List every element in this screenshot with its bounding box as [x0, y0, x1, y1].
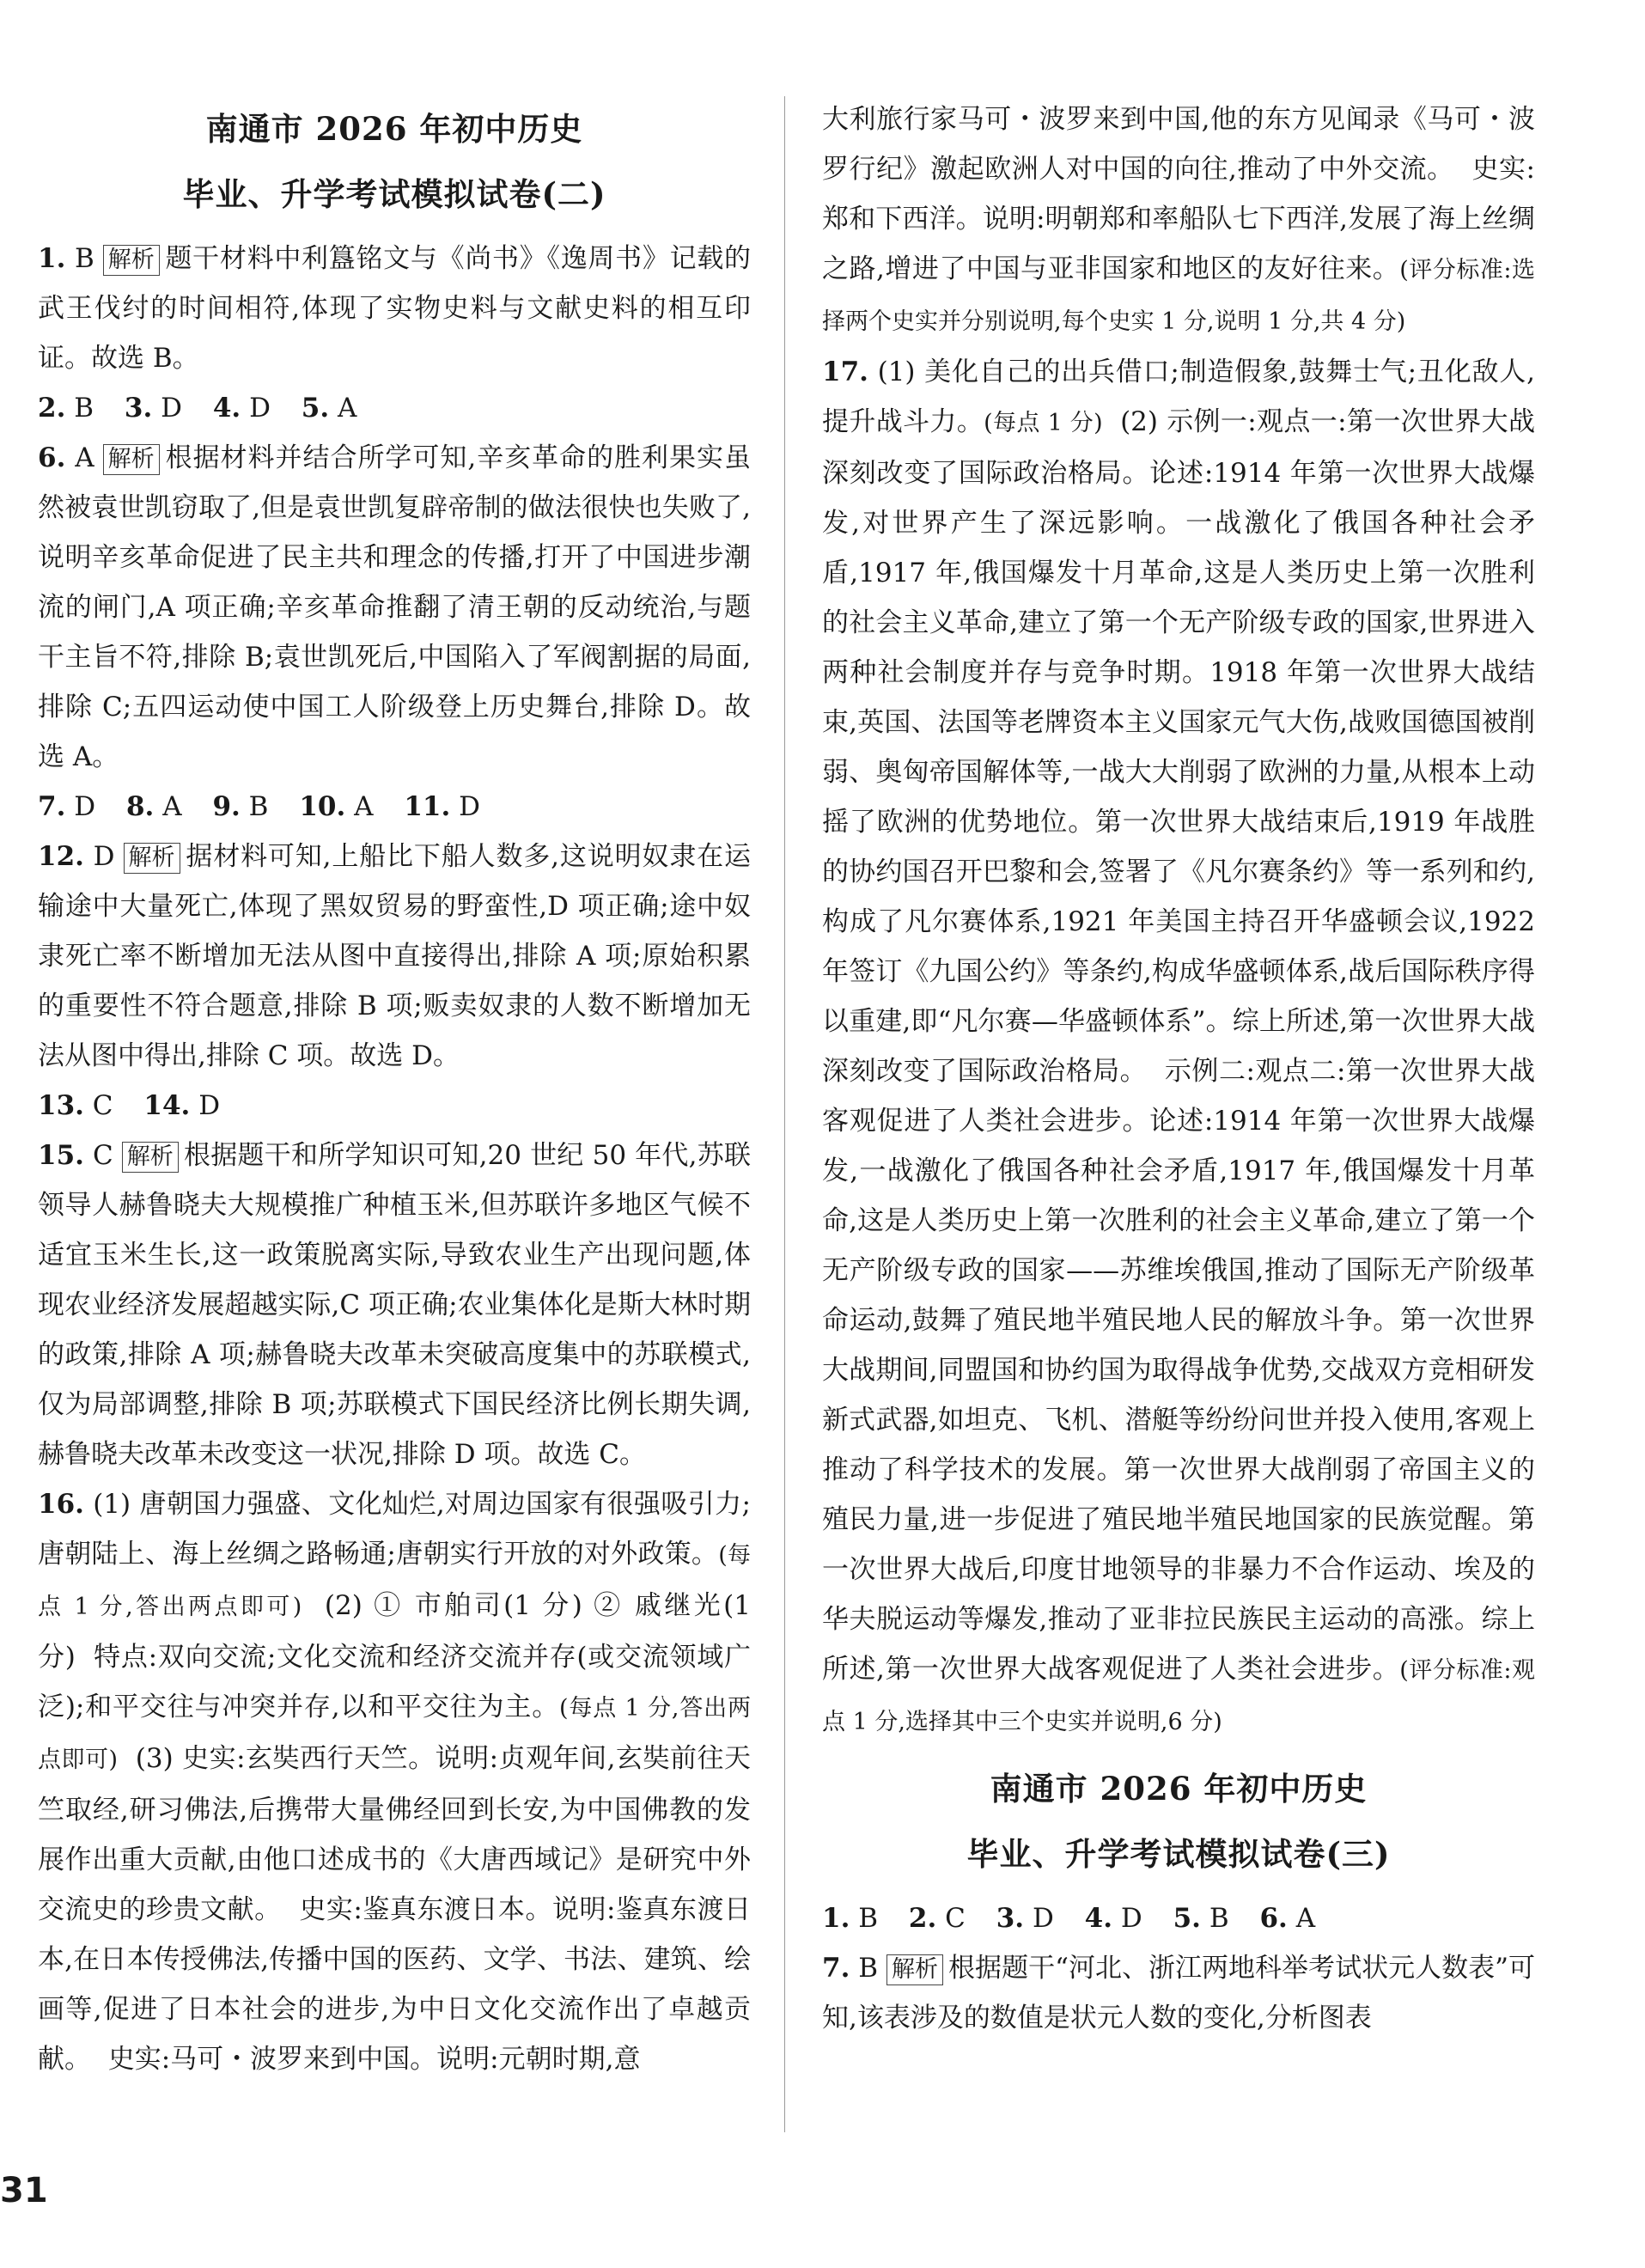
- question-number: 6.: [1259, 1903, 1288, 1934]
- analysis-tag: 解析: [124, 843, 180, 874]
- question-number: 11.: [404, 791, 451, 822]
- answer-text: 特点:双向交流;文化交流和经济交流并存(或交流领域广泛);和平交往与冲突并存,以和平交往为主。: [38, 1642, 751, 1722]
- answer-letter: B: [858, 1953, 879, 1984]
- question-number: 4.: [212, 393, 241, 424]
- exam-title-line2: 毕业、升学考试模拟试卷(三): [966, 1835, 1391, 1873]
- answer-letter: A: [75, 442, 94, 473]
- question-number: 3.: [996, 1903, 1025, 1934]
- question-number: 1.: [822, 1903, 850, 1934]
- answer-letter: B: [248, 791, 269, 822]
- answer-text: 史实:郑和下西洋。说明:明朝郑和率船队七下西洋,发展了海上丝绸之路,增进了中国与亚非国家和地区的友好往来。: [822, 154, 1535, 284]
- analysis-tag: 解析: [103, 245, 160, 276]
- answer-letter: A: [162, 791, 182, 822]
- answer-letter: D: [93, 841, 115, 872]
- scoring-note: (每点 1 分,答出两点即可): [38, 1542, 751, 1620]
- answer-letter: D: [161, 393, 182, 424]
- question-number: 13.: [38, 1090, 84, 1121]
- answer-letter: C: [93, 1140, 113, 1171]
- answer-item: [822, 1893, 1535, 1943]
- answer-letter: A: [1295, 1903, 1316, 1934]
- question-number: 8.: [125, 791, 155, 822]
- answer-item: [38, 782, 751, 832]
- scoring-note: (每点 1 分,答出两点即可): [38, 1695, 751, 1773]
- answer-item: [38, 1479, 751, 2084]
- answer-text: 史实:马可・波罗来到中国。说明:元朝时期,意: [107, 2044, 641, 2075]
- answer-text: 史实:鉴真东渡日本。说明:鉴真东渡日本,在日本传授佛法,传播中国的医药、文学、书法、建筑、绘画等,促进了日本社会的进步,为中日文化交流作出了卓越贡献。: [38, 1894, 751, 2075]
- answer-text: 大利旅行家马可・波罗来到中国,他的东方见闻录《马可・波罗行纪》激起欧洲人对中国的向往,推动了中外交流。: [822, 104, 1535, 185]
- question-number: 15.: [38, 1140, 84, 1171]
- answer-letter: D: [1120, 1903, 1142, 1934]
- analysis-text: 根据材料并结合所学可知,辛亥革命的胜利果实虽然被袁世凯窃取了,但是袁世凯复辟帝制的做法很快也失败了,说明辛亥革命促进了民主共和理念的传播,打开了中国进步潮流的闸门,A 项正确;辛亥革命推翻了清王朝的反动统治,与题干主旨不符,排除 B;袁世凯死后,中国陷入了军阀割据的局面,排除 C;五四运动使中国工人阶级登上历史舞台,排除 D。故选 A。: [38, 442, 751, 772]
- exam-title-line1: 南通市 2026 年初中历史: [205, 110, 583, 148]
- question-number: 9.: [212, 791, 241, 822]
- answer-letter: D: [74, 791, 96, 822]
- scoring-note: (评分标准:观点 1 分,选择其中三个史实并说明,6 分): [822, 1657, 1535, 1735]
- exam-title-line1: 南通市 2026 年初中历史: [990, 1770, 1368, 1808]
- question-number: 7.: [822, 1953, 850, 1984]
- analysis-text: 根据题干和所学知识可知,20 世纪 50 年代,苏联领导人赫鲁晓夫大规模推广种植玉米,但苏联许多地区气候不适宜玉米生长,这一政策脱离实际,导致农业生产出现问题,体现农业经济发展超越实际,C 项正确;农业集体化是斯大林时期的政策,排除 A 项;赫鲁晓夫改革未突破高度集中的苏联模式,仅为局部调整,排除 B 项;苏联模式下国民经济比例长期失调,赫鲁晓夫改革未改变这一状况,排除 D 项。故选 C。: [38, 1140, 751, 1470]
- question-number: 14.: [143, 1090, 191, 1121]
- question-number: 2.: [908, 1903, 937, 1934]
- analysis-text: 根据题干“河北、浙江两地科举考试状元人数表”可知,该表涉及的数值是状元人数的变化,分析图表: [822, 1953, 1535, 2033]
- answer-item: [38, 1131, 751, 1479]
- answer-item: [38, 832, 751, 1081]
- analysis-text: 据材料可知,上船比下船人数多,这说明奴隶在运输途中大量死亡,体现了黑奴贸易的野蛮性,D 项正确;途中奴隶死亡率不断增加无法从图中直接得出,排除 A 项;原始积累的重要性不符合题意,排除 B 项;贩卖奴隶的人数不断增加无法从图中得出,排除 C 项。故选 D。: [38, 841, 751, 1071]
- answer-item: [38, 1081, 751, 1131]
- question-number: 5.: [1173, 1903, 1201, 1934]
- answer-item: [822, 94, 1535, 347]
- answer-letter: D: [249, 393, 271, 424]
- answer-text: ② 戚继光(1 分): [38, 1590, 751, 1673]
- answer-letter: A: [338, 393, 357, 424]
- left-column: [38, 96, 751, 2084]
- scoring-note: (每点 1 分): [984, 410, 1103, 436]
- question-number: 3.: [124, 393, 153, 424]
- answer-text: (1) 美化自己的出兵借口;制造假象,鼓舞士气;丑化敌人,提升战斗力。: [822, 357, 1535, 437]
- answer-letter: D: [1032, 1903, 1054, 1934]
- question-number: 7.: [38, 791, 66, 822]
- analysis-tag: 解析: [103, 444, 160, 475]
- analysis-tag: 解析: [886, 1954, 943, 1985]
- page-number: 31: [0, 2171, 48, 2210]
- question-number: 2.: [38, 393, 66, 424]
- answer-text: (2) ① 市舶司(1 分): [324, 1590, 582, 1621]
- question-number: 5.: [301, 393, 330, 424]
- answer-letter: B: [74, 393, 94, 424]
- answer-text: (3) 史实:玄奘西行天竺。说明:贞观年间,玄奘前往天竺取经,研习佛法,后携带大量佛经回到长安,为中国佛教的发展作出重大贡献,由他口述成书的《大唐西域记》是研究中外交流史的珍贵文献。: [38, 1743, 751, 1925]
- answer-letter: B: [858, 1903, 879, 1934]
- question-number: 12.: [38, 841, 84, 872]
- answer-item: [38, 383, 751, 433]
- answer-item: [822, 347, 1535, 1747]
- answer-letter: D: [459, 791, 481, 822]
- answer-text: 示例二:观点二:第一次世界大战客观促进了人类社会进步。论述:1914 年第一次世界大战爆发,一战激化了俄国各种社会矛盾,1917 年,俄国爆发十月革命,这是人类历史上第一次胜利的社会主义革命,建立了第一个无产阶级专政的国家——苏维埃俄国,推动了国际无产阶级革命运动,鼓舞了殖民地半殖民地人民的解放斗争。第一次世界大战期间,同盟国和协约国为取得战争优势,交战双方竞相研发新式武器,如坦克、飞机、潜艇等纷纷问世并投入使用,客观上推动了科学技术的发展。第一次世界大战削弱了帝国主义的殖民力量,进一步促进了殖民地半殖民地国家的民族觉醒。第一次世界大战后,印度甘地领导的非暴力不合作运动、埃及的华夫脱运动等爆发,推动了亚非拉民族民主运动的高涨。综上所述,第一次世界大战客观促进了人类社会进步。: [822, 1056, 1536, 1685]
- answer-letter: B: [74, 243, 94, 274]
- question-number: 16.: [38, 1489, 84, 1520]
- answer-item: [38, 234, 751, 383]
- answer-letter: C: [92, 1090, 113, 1121]
- question-number: 1.: [38, 243, 66, 274]
- answer-letter: D: [198, 1090, 221, 1121]
- question-number: 4.: [1084, 1903, 1113, 1934]
- answer-item: [38, 433, 751, 782]
- answer-text: (1) 唐朝国力强盛、文化灿烂,对周边国家有很强吸引力;唐朝陆上、海上丝绸之路畅通;唐朝实行开放的对外政策。: [38, 1489, 751, 1570]
- answer-letter: A: [354, 791, 374, 822]
- analysis-text: 题干材料中利簋铭文与《尚书》《逸周书》记载的武王伐纣的时间相符,体现了实物史料与文献史料的相互印证。故选 B。: [38, 243, 751, 374]
- question-number: 6.: [38, 442, 66, 473]
- column-divider: [784, 96, 785, 2132]
- answer-letter: C: [945, 1903, 966, 1934]
- exam-title-line2: 毕业、升学考试模拟试卷(二): [182, 175, 606, 213]
- answer-text: (2) 示例一:观点一:第一次世界大战深刻改变了国际政治格局。论述:1914 年第一次世界大战爆发,对世界产生了深远影响。一战激化了俄国各种社会矛盾,1917 年,俄国爆发十月革命,这是人类历史上第一次胜利的社会主义革命,建立了第一个无产阶级专政的国家,世界进入两种社会制度并存与竞争时期。1918 年第一次世界大战结束,英国、法国等老牌资本主义国家元气大伤,战败国德国被削弱、奥匈帝国解体等,一战大大削弱了欧洲的力量,从根本上动摇了欧洲的优势地位。第一次世界大战结束后,1919 年战胜的协约国召开巴黎和会,签署了《凡尔赛条约》等一系列和约,构成了凡尔赛体系,1921 年美国主持召开华盛顿会议,1922 年签订《九国公约》等条约,构成华盛顿体系,战后国际秩序得以重建,即“凡尔赛—华盛顿体系”。综上所述,第一次世界大战深刻改变了国际政治格局。: [822, 406, 1536, 1087]
- scoring-note: (评分标准:选择两个史实并分别说明,每个史实 1 分,说明 1 分,共 4 分): [822, 257, 1535, 335]
- analysis-tag: 解析: [122, 1142, 179, 1173]
- right-column: [822, 94, 1535, 2043]
- question-number: 10.: [299, 791, 346, 822]
- answer-letter: B: [1209, 1903, 1229, 1934]
- question-number: 17.: [822, 357, 868, 387]
- answer-item: [822, 1943, 1535, 2043]
